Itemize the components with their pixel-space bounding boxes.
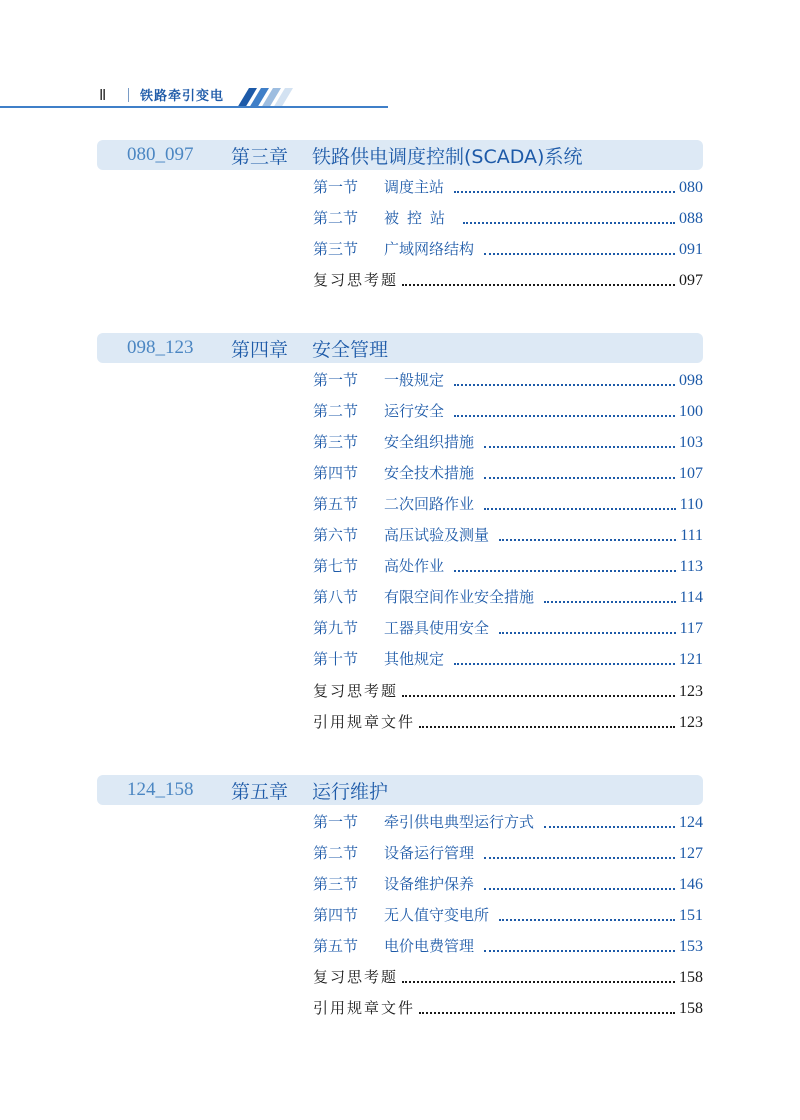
page-reference: 158: [679, 969, 703, 986]
header-page-number: Ⅱ: [99, 88, 107, 104]
section-title: 高处作业: [384, 557, 445, 575]
dot-leader: [402, 981, 675, 983]
section-number: 第一节: [313, 813, 359, 831]
section-number: 第二节: [313, 402, 359, 420]
chapter-page-range: 098_123: [127, 337, 194, 358]
toc-entry-4-3[interactable]: [313, 431, 703, 455]
chapter-title: 铁路供电调度控制(SCADA)系统: [312, 146, 583, 168]
section-title: 广域网络结构: [384, 240, 475, 258]
toc-entry-5-4[interactable]: [313, 904, 703, 928]
section-number: 第八节: [313, 588, 359, 606]
toc-entry-4-8[interactable]: [313, 586, 703, 610]
chapter-title: 安全管理: [312, 339, 389, 361]
dot-leader: [484, 950, 675, 952]
page-reference: 123: [679, 714, 703, 731]
section-title: 无人值守变电所: [384, 906, 490, 924]
page-reference: 114: [679, 589, 703, 606]
page-reference: 110: [679, 496, 703, 513]
toc-entry-4-review[interactable]: [313, 680, 703, 704]
toc-entry-5-references[interactable]: [313, 997, 703, 1021]
page-reference: 100: [679, 403, 703, 420]
dot-leader: [419, 726, 675, 728]
page-reference: 121: [679, 651, 703, 668]
toc-entry-4-4[interactable]: [313, 462, 703, 486]
toc-entry-5-1[interactable]: [313, 811, 703, 835]
page-reference: 127: [679, 845, 703, 862]
dot-leader: [419, 1012, 675, 1014]
section-number: 第四节: [313, 464, 359, 482]
dot-leader: [454, 570, 676, 572]
toc-entry-3-3[interactable]: [313, 238, 703, 262]
chapter-page-range: 124_158: [127, 779, 194, 800]
dot-leader: [402, 695, 675, 697]
section-number: 第七节: [313, 557, 359, 575]
dot-leader: [484, 857, 675, 859]
toc-entry-5-review[interactable]: [313, 966, 703, 990]
section-title: 其他规定: [384, 650, 445, 668]
toc-entry-5-2[interactable]: [313, 842, 703, 866]
page-reference: 113: [679, 558, 703, 575]
toc-entry-4-9[interactable]: [313, 617, 703, 641]
section-title: 有限空间作业安全措施: [384, 588, 535, 606]
toc-entry-4-7[interactable]: [313, 555, 703, 579]
review-questions-title: 复习思考题: [313, 968, 399, 986]
section-number: 第三节: [313, 240, 359, 258]
header-book-title: 铁路牵引变电: [140, 89, 225, 104]
dot-leader: [454, 384, 675, 386]
chapter-number: 第五章: [231, 781, 289, 803]
review-questions-title: 复习思考题: [313, 682, 399, 700]
section-number: 第十节: [313, 650, 359, 668]
page-reference: 158: [679, 1000, 703, 1017]
section-number: 第五节: [313, 937, 359, 955]
chapter-title: 运行维护: [312, 781, 389, 803]
dot-leader: [544, 601, 676, 603]
section-title: 牵引供电典型运行方式: [384, 813, 535, 831]
review-questions-title: 复习思考题: [313, 271, 399, 289]
dot-leader: [484, 477, 675, 479]
dot-leader: [484, 253, 675, 255]
section-number: 第一节: [313, 178, 359, 196]
section-title: 调度主站: [384, 178, 445, 196]
section-number: 第九节: [313, 619, 359, 637]
toc-entry-4-1[interactable]: [313, 369, 703, 393]
toc-entry-4-2[interactable]: [313, 400, 703, 424]
toc-entry-3-1[interactable]: [313, 176, 703, 200]
section-title: 二次回路作业: [384, 495, 475, 513]
section-number: 第三节: [313, 875, 359, 893]
toc-entry-5-5[interactable]: [313, 935, 703, 959]
toc-entry-3-review[interactable]: [313, 269, 703, 293]
section-title: 运行安全: [384, 402, 445, 420]
page-reference: 151: [679, 907, 703, 924]
page-reference: 097: [679, 272, 703, 289]
chapter-number: 第四章: [231, 339, 289, 361]
toc-entry-3-2[interactable]: [313, 207, 703, 231]
section-title: 电价电费管理: [384, 937, 475, 955]
references-title: 引用规章文件: [313, 999, 416, 1017]
header-stripes-decoration: [237, 88, 297, 108]
dot-leader: [463, 222, 675, 224]
dot-leader: [402, 284, 675, 286]
page-reference: 091: [679, 241, 703, 258]
dot-leader: [499, 919, 675, 921]
section-title: 安全组织措施: [384, 433, 475, 451]
page-reference: 146: [679, 876, 703, 893]
section-number: 第二节: [313, 844, 359, 862]
dot-leader: [499, 632, 676, 634]
section-number: 第五节: [313, 495, 359, 513]
page-reference: 098: [679, 372, 703, 389]
section-number: 第四节: [313, 906, 359, 924]
page-reference: 088: [679, 210, 703, 227]
toc-entry-4-6[interactable]: [313, 524, 703, 548]
page-reference: 107: [679, 465, 703, 482]
section-number: 第六节: [313, 526, 359, 544]
page-reference: 124: [679, 814, 703, 831]
section-title: 高压试验及测量: [384, 526, 490, 544]
dot-leader: [454, 415, 675, 417]
page-reference: 103: [679, 434, 703, 451]
section-title: 设备运行管理: [384, 844, 475, 862]
toc-entry-5-3[interactable]: [313, 873, 703, 897]
page-reference: 111: [680, 527, 703, 544]
dot-leader: [499, 539, 676, 541]
dot-leader: [544, 826, 675, 828]
section-title: 工器具使用安全: [384, 619, 490, 637]
toc-entry-4-references[interactable]: [313, 711, 703, 735]
page-reference: 123: [679, 683, 703, 700]
page-reference: 080: [679, 179, 703, 196]
dot-leader: [484, 888, 675, 890]
section-title: 被控站: [384, 209, 454, 227]
section-title: 设备维护保养: [384, 875, 475, 893]
references-title: 引用规章文件: [313, 713, 416, 731]
section-number: 第一节: [313, 371, 359, 389]
dot-leader: [484, 446, 675, 448]
section-number: 第三节: [313, 433, 359, 451]
toc-entry-4-5[interactable]: [313, 493, 703, 517]
dot-leader: [454, 191, 675, 193]
section-title: 安全技术措施: [384, 464, 475, 482]
toc-entry-4-10[interactable]: [313, 648, 703, 672]
section-number: 第二节: [313, 209, 359, 227]
dot-leader: [484, 508, 676, 510]
page-reference: 117: [679, 620, 703, 637]
page-reference: 153: [679, 938, 703, 955]
header-rule: [0, 106, 388, 108]
section-title: 一般规定: [384, 371, 445, 389]
running-header: [0, 82, 800, 112]
dot-leader: [454, 663, 675, 665]
header-separator: [128, 88, 129, 102]
chapter-page-range: 080_097: [127, 144, 194, 165]
chapter-number: 第三章: [231, 146, 289, 168]
